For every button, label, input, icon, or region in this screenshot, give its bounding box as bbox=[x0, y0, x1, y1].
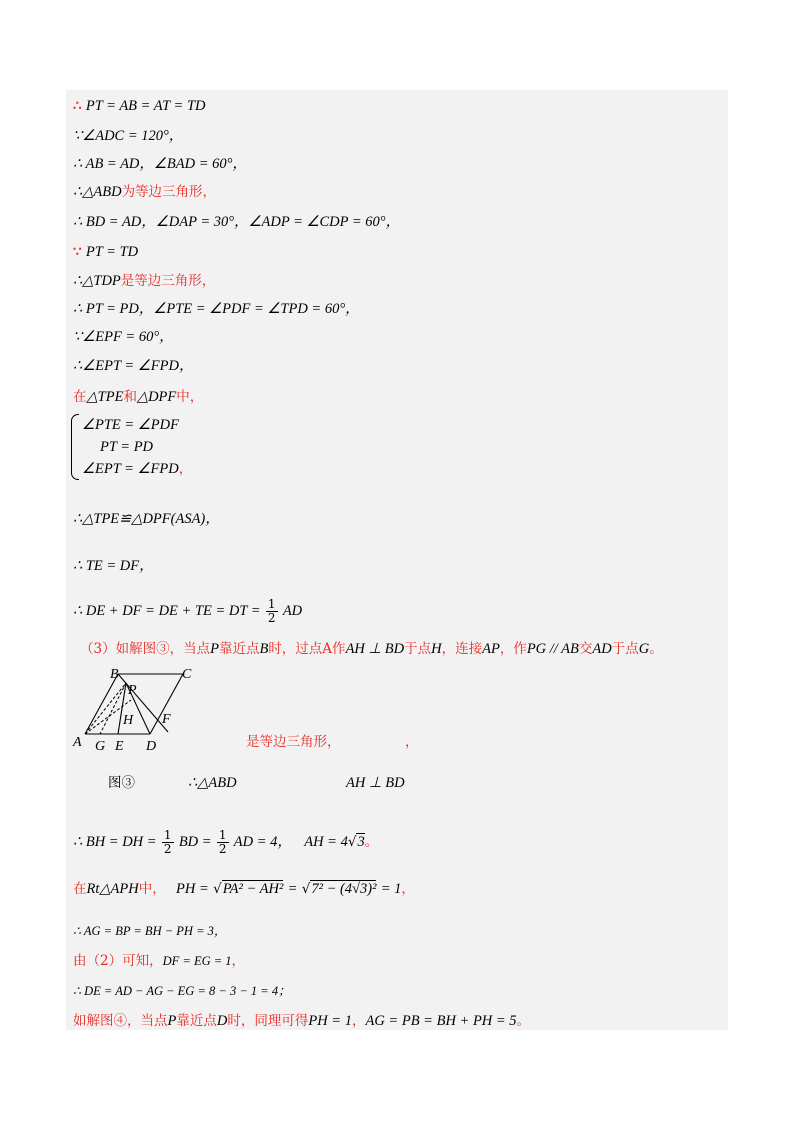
line-14: ∴ DE + DF = DE + TE = DT = $\frac{1}{2}$ AD bbox=[73, 597, 303, 625]
system-eq-1: ∠PTE = ∠PDF bbox=[82, 417, 179, 433]
label-d: D bbox=[146, 739, 157, 754]
fraction-half-2: $\frac{1}{2}$ bbox=[163, 828, 172, 856]
label-f: F bbox=[162, 712, 171, 727]
line-23: 如解图④，当点P靠近点D时，同理可得PH = 1，AG = PB = BH + PH = 5。 bbox=[73, 1013, 531, 1029]
line-13: ∴ TE = DF， bbox=[73, 558, 154, 574]
label-b: B bbox=[110, 667, 119, 682]
figure-3-caption: 图③ bbox=[108, 775, 135, 791]
line-11: 在△TPE和△DPF中， bbox=[73, 389, 204, 405]
line-18: ∴ BH = DH = $\frac{1}{2}$ BD = $\frac{1}{2}$ AD = 4， AH = 4√3。 bbox=[73, 828, 379, 856]
line-16-comma: ， bbox=[405, 734, 419, 750]
line-12: ∴△TPE≌△DPF(ASA)， bbox=[73, 511, 220, 527]
line-4: ∴△ABD为等边三角形， bbox=[73, 184, 217, 200]
label-c: C bbox=[182, 667, 192, 682]
label-h: H bbox=[123, 713, 134, 728]
line-21: 由（2）可知，DF = EG = 1， bbox=[73, 953, 246, 969]
label-g: G bbox=[95, 739, 106, 754]
segment-ap bbox=[85, 683, 126, 734]
line-3: ∴ AB = AD，∠BAD = 60°， bbox=[73, 156, 247, 172]
line-10: ∴∠EPT = ∠FPD， bbox=[73, 358, 194, 374]
sqrt-sign: √ bbox=[347, 834, 357, 850]
line-5: ∴ BD = AD，∠DAP = 30°，∠ADP = ∠CDP = 60°， bbox=[73, 214, 401, 230]
line-17-perp: AH ⊥ BD bbox=[346, 775, 405, 791]
line-22: ∴ DE = AD − AG − EG = 8 − 3 − 1 = 4； bbox=[73, 984, 291, 998]
line-16: 是等边三角形， bbox=[246, 734, 341, 750]
line-20: ∴ AG = BP = BH − PH = 3， bbox=[73, 924, 227, 938]
line-17-abd: ∴△ABD bbox=[188, 775, 237, 791]
line-9: ∵∠EPF = 60°， bbox=[73, 329, 174, 345]
line-6: ∵ PT = TD bbox=[73, 244, 139, 260]
line-19: 在Rt△APH中， PH = √PA² − AH² = √7² − (4√3)² = 1， bbox=[73, 881, 415, 897]
line-15: （3）如解图③，当点P靠近点B时，过点A作AH ⊥ BD于点H，连接AP，作PG // AB交AD于点G。 bbox=[80, 641, 663, 657]
sqrt-sign-3: √ bbox=[301, 881, 311, 897]
fraction-half-3: $\frac{1}{2}$ bbox=[218, 828, 227, 856]
system-brace bbox=[71, 414, 79, 480]
fraction-half: $\frac{1}{2}$ bbox=[267, 597, 276, 625]
system-eq-2: PT = PD bbox=[100, 439, 154, 455]
figure-3-diagram bbox=[70, 664, 200, 754]
edge-ab bbox=[85, 674, 118, 734]
label-p: P bbox=[128, 683, 137, 698]
line-7: ∴△TDP是等边三角形， bbox=[73, 273, 216, 289]
line-8: ∴ PT = PD，∠PTE = ∠PDF = ∠TPD = 60°， bbox=[73, 301, 360, 317]
line-2: ∵∠ADC = 120°， bbox=[73, 128, 184, 144]
label-a: A bbox=[73, 735, 82, 750]
sqrt-sign-2: √ bbox=[213, 881, 222, 897]
system-eq-3: ∠EPT = ∠FPD， bbox=[82, 461, 193, 477]
label-e: E bbox=[115, 739, 124, 754]
line-1: ∴ PT = AB = AT = TD bbox=[73, 98, 206, 114]
